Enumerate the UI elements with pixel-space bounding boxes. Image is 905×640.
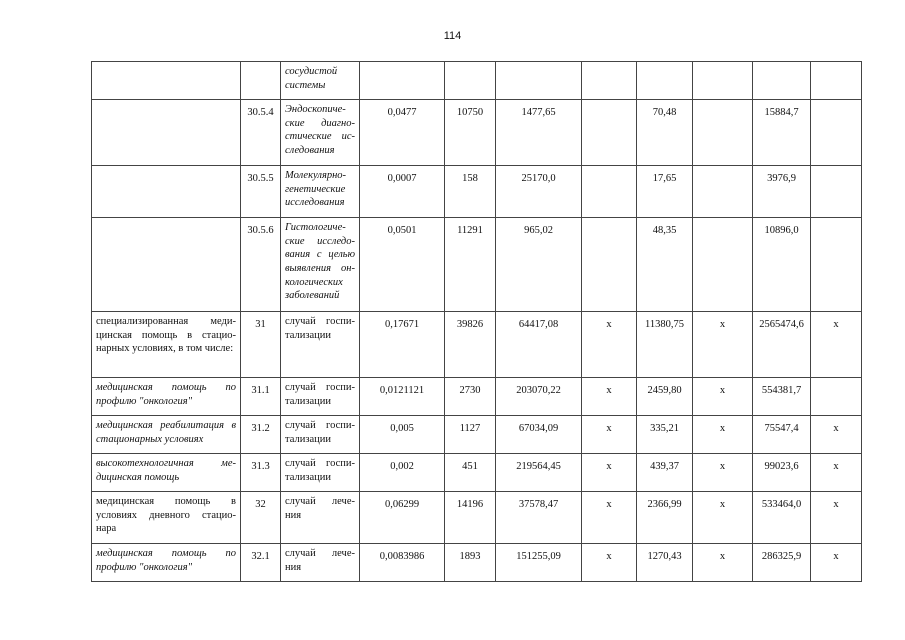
value-cell: 158 — [445, 166, 496, 218]
row-unit: случай госпи-тализации — [281, 312, 360, 378]
value-cell: 0,0083986 — [360, 544, 445, 582]
value-cell: 0,06299 — [360, 492, 445, 544]
value-cell: 15884,7 — [753, 100, 811, 166]
row-number: 31.2 — [241, 416, 281, 454]
value-cell — [582, 100, 637, 166]
value-cell: 2730 — [445, 378, 496, 416]
value-cell — [811, 100, 862, 166]
row-unit: случай госпи-тализации — [281, 454, 360, 492]
value-cell: 219564,45 — [496, 454, 582, 492]
value-cell — [445, 62, 496, 100]
value-cell: 25170,0 — [496, 166, 582, 218]
table-row — [92, 62, 862, 100]
value-cell: х — [811, 544, 862, 582]
row-name — [92, 166, 241, 218]
value-cell: х — [693, 544, 753, 582]
value-cell: 10750 — [445, 100, 496, 166]
row-number: 31 — [241, 312, 281, 378]
value-cell: х — [582, 454, 637, 492]
row-unit: случай госпи-тализации — [281, 416, 360, 454]
value-cell — [693, 100, 753, 166]
value-cell — [582, 218, 637, 312]
row-unit: Гистологиче-ские исследо-вания с целью выявления он-кологических заболеваний — [281, 218, 360, 312]
row-unit: случай госпи-тализации — [281, 378, 360, 416]
value-cell: х — [693, 492, 753, 544]
value-cell: 48,35 — [637, 218, 693, 312]
value-cell — [811, 218, 862, 312]
value-cell: 14196 — [445, 492, 496, 544]
table-row — [92, 544, 862, 582]
value-cell: 11291 — [445, 218, 496, 312]
value-cell: 335,21 — [637, 416, 693, 454]
value-cell: 11380,75 — [637, 312, 693, 378]
table-row — [92, 100, 862, 166]
row-unit: случай лече-ния — [281, 492, 360, 544]
value-cell: х — [582, 544, 637, 582]
value-cell: х — [582, 492, 637, 544]
row-number: 30.5.5 — [241, 166, 281, 218]
value-cell — [582, 166, 637, 218]
value-cell — [753, 62, 811, 100]
value-cell — [811, 378, 862, 416]
value-cell: х — [811, 492, 862, 544]
value-cell: 2366,99 — [637, 492, 693, 544]
row-unit: сосудистой системы — [281, 62, 360, 100]
row-name: медицинская реабилитация в стационарных условиях — [92, 416, 241, 454]
value-cell — [360, 62, 445, 100]
value-cell: х — [582, 416, 637, 454]
value-cell: 0,002 — [360, 454, 445, 492]
value-cell: 2459,80 — [637, 378, 693, 416]
value-cell: 1270,43 — [637, 544, 693, 582]
value-cell — [582, 62, 637, 100]
value-cell: 965,02 — [496, 218, 582, 312]
value-cell: 75547,4 — [753, 416, 811, 454]
value-cell — [637, 62, 693, 100]
value-cell: х — [582, 312, 637, 378]
value-cell: 0,17671 — [360, 312, 445, 378]
value-cell: х — [582, 378, 637, 416]
value-cell: 67034,09 — [496, 416, 582, 454]
value-cell: 0,0121121 — [360, 378, 445, 416]
value-cell: 64417,08 — [496, 312, 582, 378]
value-cell: 2565474,6 — [753, 312, 811, 378]
value-cell: 533464,0 — [753, 492, 811, 544]
value-cell: 451 — [445, 454, 496, 492]
row-number: 32.1 — [241, 544, 281, 582]
table-row — [92, 378, 862, 416]
value-cell: 1477,65 — [496, 100, 582, 166]
row-number — [241, 62, 281, 100]
value-cell: 3976,9 — [753, 166, 811, 218]
value-cell: 70,48 — [637, 100, 693, 166]
value-cell — [811, 166, 862, 218]
value-cell: 286325,9 — [753, 544, 811, 582]
row-name — [92, 100, 241, 166]
value-cell: х — [811, 312, 862, 378]
value-cell — [693, 62, 753, 100]
value-cell: х — [811, 416, 862, 454]
row-name — [92, 62, 241, 100]
row-name — [92, 218, 241, 312]
value-cell: 439,37 — [637, 454, 693, 492]
row-name: медицинская помощь по профилю "онкология" — [92, 378, 241, 416]
value-cell: 0,0477 — [360, 100, 445, 166]
value-cell — [693, 218, 753, 312]
row-unit: Молекулярно-генетические исследования — [281, 166, 360, 218]
row-unit: Эндоскопиче-ские диагно-стические ис-следования — [281, 100, 360, 166]
row-number: 31.1 — [241, 378, 281, 416]
value-cell: х — [693, 378, 753, 416]
table-row — [92, 416, 862, 454]
row-name: медицинская помощь в условиях дневного стацио-нара — [92, 492, 241, 544]
value-cell: х — [693, 416, 753, 454]
table-row — [92, 312, 862, 378]
row-number: 32 — [241, 492, 281, 544]
row-number: 30.5.6 — [241, 218, 281, 312]
value-cell: 99023,6 — [753, 454, 811, 492]
page-number: 114 — [443, 30, 462, 42]
value-cell — [811, 62, 862, 100]
value-cell: 0,0501 — [360, 218, 445, 312]
table-row — [92, 492, 862, 544]
row-unit: случай лече-ния — [281, 544, 360, 582]
value-cell: 554381,7 — [753, 378, 811, 416]
data-table — [91, 61, 862, 582]
value-cell: 0,0007 — [360, 166, 445, 218]
table-row — [92, 218, 862, 312]
value-cell: 17,65 — [637, 166, 693, 218]
value-cell: 10896,0 — [753, 218, 811, 312]
table-row — [92, 454, 862, 492]
value-cell: х — [811, 454, 862, 492]
value-cell: 37578,47 — [496, 492, 582, 544]
value-cell: 151255,09 — [496, 544, 582, 582]
value-cell — [693, 166, 753, 218]
value-cell: х — [693, 454, 753, 492]
value-cell: х — [693, 312, 753, 378]
value-cell: 39826 — [445, 312, 496, 378]
table-row — [92, 166, 862, 218]
value-cell: 1127 — [445, 416, 496, 454]
row-name: медицинская помощь по профилю "онкология" — [92, 544, 241, 582]
row-number: 31.3 — [241, 454, 281, 492]
row-number: 30.5.4 — [241, 100, 281, 166]
row-name: специализированная меди-цинская помощь в стацио-нарных условиях, в том числе: — [92, 312, 241, 378]
row-name: высокотехнологичная ме-дицинская помощь — [92, 454, 241, 492]
value-cell: 0,005 — [360, 416, 445, 454]
value-cell — [496, 62, 582, 100]
value-cell: 1893 — [445, 544, 496, 582]
value-cell: 203070,22 — [496, 378, 582, 416]
